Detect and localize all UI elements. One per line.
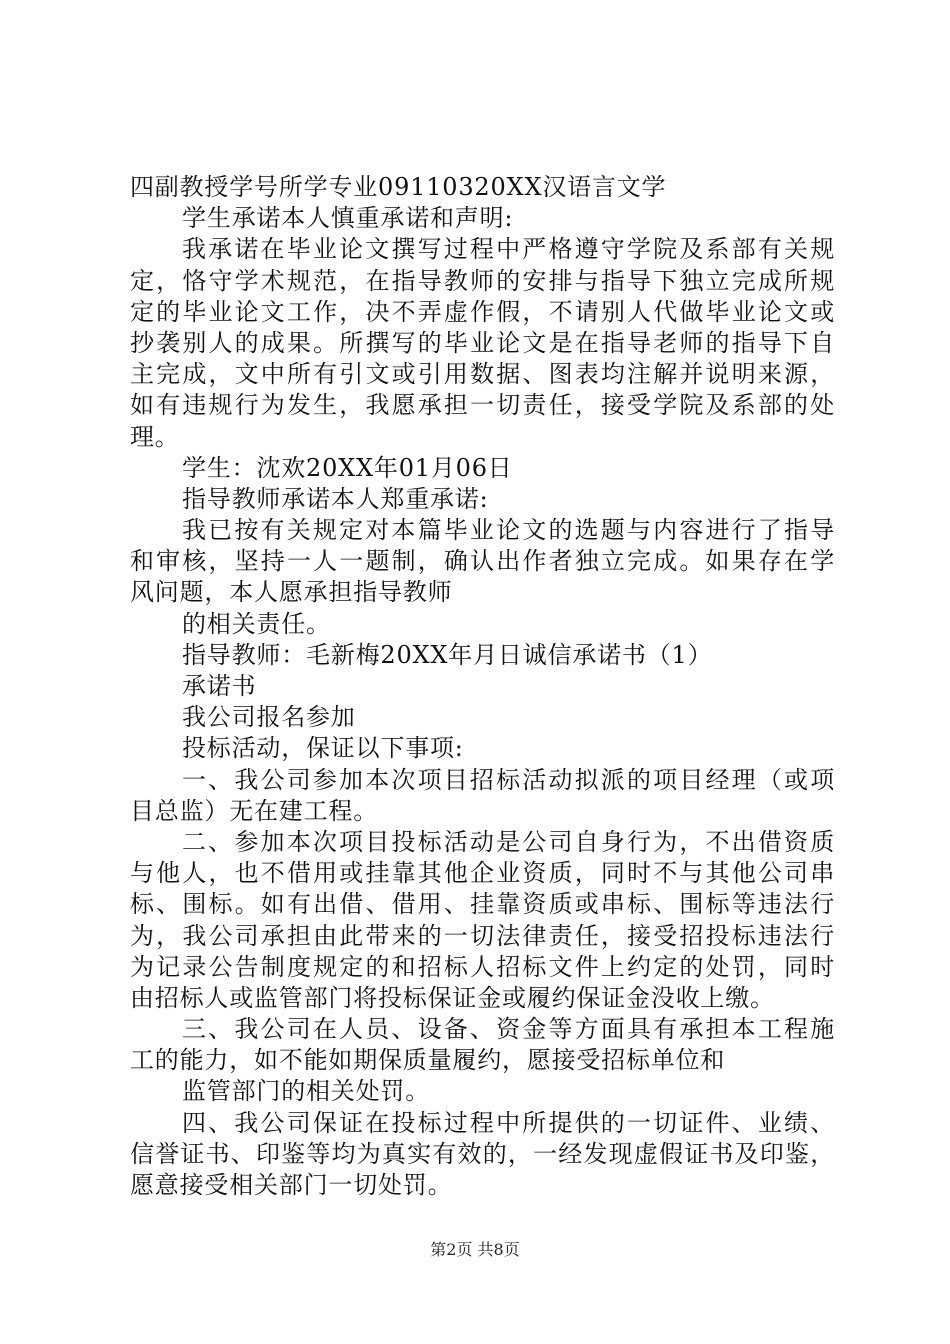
text-line: 由招标人或监管部门将投标保证金或履约保证金没收上缴。: [130, 983, 775, 1012]
text-line: 信誉证书、印鉴等均为真实有效的，一经发现虚假证书及印鉴，: [130, 1139, 835, 1168]
text-line: 我公司报名参加: [182, 703, 356, 732]
text-line: 为，我公司承担由此带来的一切法律责任，接受招投标违法行: [130, 921, 835, 950]
document-body: [130, 172, 835, 1201]
text-line: 愿意接受相关部门一切处罚。: [130, 1171, 453, 1199]
text-line: 四副教授学号所学专业09110320XX汉语言文学: [130, 173, 667, 201]
text-line: 学生承诺本人慎重承诺和声明:: [182, 204, 514, 233]
text-line: 风问题，本人愿承担指导教师: [130, 578, 453, 607]
text-line: 抄袭别人的成果。所撰写的毕业论文是在指导老师的指导下自: [130, 328, 835, 357]
text-line: 和审核，坚持一人一题制，确认出作者独立完成。如果存在学: [130, 547, 835, 576]
text-line: 如有违规行为发生，我愿承担一切责任，接受学院及系部的处: [130, 391, 835, 420]
text-line: 标、围标。如有出借、借用、挂靠资质或串标、围标等违法行: [130, 890, 835, 919]
text-line: 指导教师承诺本人郑重承诺:: [182, 484, 489, 513]
text-line: 工的能力，如不能如期保质量履约，愿接受招标单位和: [130, 1046, 726, 1075]
text-line: 定的毕业论文工作，决不弄虚作假，不请别人代做毕业论文或: [130, 297, 835, 326]
text-line: 理。: [130, 422, 180, 451]
text-line: 我已按有关规定对本篇毕业论文的选题与内容进行了指导: [182, 516, 835, 545]
text-line: 承诺书: [182, 672, 257, 700]
text-line: 二、参加本次项目投标活动是公司自身行为，不出借资质: [182, 827, 835, 856]
text-line: 为记录公告制度规定的和招标人招标文件上约定的处罚，同时: [130, 952, 835, 981]
text-line: 四、我公司保证在投标过程中所提供的一切证件、业绩、: [182, 1108, 835, 1137]
text-line: 目总监）无在建工程。: [130, 796, 378, 825]
text-line: 主完成，文中所有引文或引用数据、图表均注解并说明来源，: [130, 360, 835, 389]
text-line: 监管部门的相关处罚。: [182, 1077, 430, 1106]
text-line: 我承诺在毕业论文撰写过程中严格遵守学院及系部有关规: [182, 235, 835, 264]
text-line: 指导教师：毛新梅20XX年月日诚信承诺书（1）: [182, 640, 713, 669]
text-line: 一、我公司参加本次项目招标活动拟派的项目经理（或项: [182, 765, 835, 794]
text-line: 定，恪守学术规范，在指导教师的安排与指导下独立完成所规: [130, 266, 835, 295]
text-line: 与他人，也不借用或挂靠其他企业资质，同时不与其他公司串: [130, 859, 835, 888]
text-line: 的相关责任。: [182, 609, 331, 638]
text-line: 三、我公司在人员、设备、资金等方面具有承担本工程施: [182, 1015, 835, 1044]
text-line: 学生：沈欢20XX年01月06日: [182, 453, 513, 482]
text-line: 投标活动，保证以下事项:: [182, 734, 464, 763]
page-number-footer: 第2页 共8页: [430, 1240, 520, 1259]
